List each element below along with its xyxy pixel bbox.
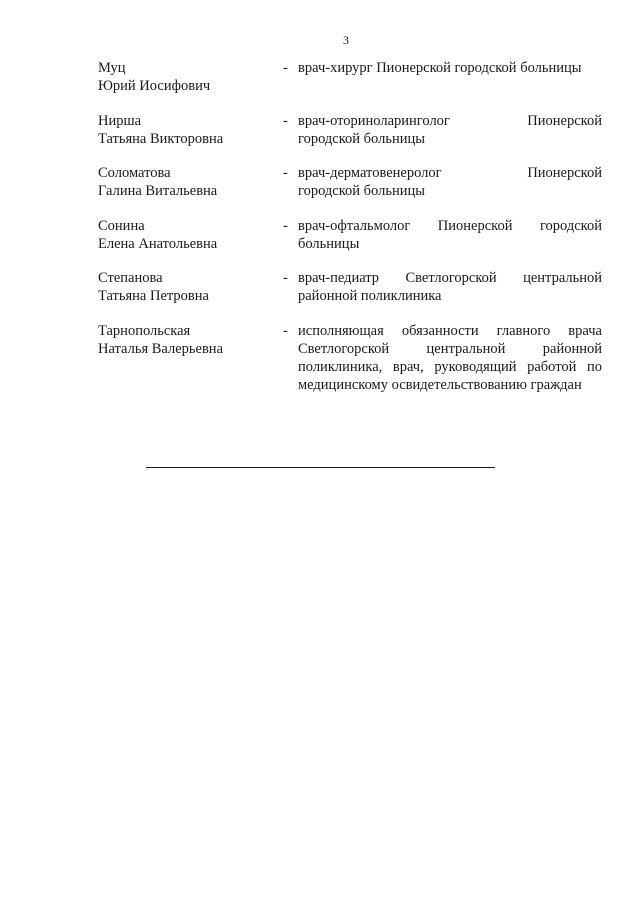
description-line: Светлогорской центральной районной <box>298 341 602 357</box>
description-line: поликлиника, врач, руководящий работой по <box>298 359 602 375</box>
dash: - <box>283 270 288 286</box>
given-names: Галина Витальевна <box>98 183 218 199</box>
description-line: больницы <box>298 236 360 252</box>
description-line: медицинскому освидетельствованию граждан <box>298 377 582 393</box>
given-names: Наталья Валерьевна <box>98 341 223 357</box>
person-name <box>98 59 278 95</box>
position-description <box>298 217 602 253</box>
person-name <box>98 164 278 200</box>
description-line: врач-дерматовенеролог Пионерской <box>298 165 602 181</box>
dash: - <box>283 218 288 234</box>
description-line: городской больницы <box>298 131 425 147</box>
description-line: врач-офтальмолог Пионерской городской <box>298 218 602 234</box>
description-line: исполняющая обязанности главного врача <box>298 323 602 339</box>
surname: Степанова <box>98 270 163 286</box>
person-name <box>98 112 278 148</box>
surname: Соломатова <box>98 165 171 181</box>
description-line: районной поликлиника <box>298 288 442 304</box>
position-description <box>298 112 602 148</box>
page-number: 3 <box>343 33 349 47</box>
person-name <box>98 322 278 358</box>
dash: - <box>283 165 288 181</box>
dash: - <box>283 323 288 339</box>
dash: - <box>283 113 288 129</box>
surname: Сонина <box>98 218 145 234</box>
given-names: Татьяна Викторовна <box>98 131 224 147</box>
person-name <box>98 269 278 305</box>
closing-rule <box>146 467 495 468</box>
description-line: врач-хирург Пионерской городской больницы <box>298 60 582 76</box>
surname: Нирша <box>98 113 142 129</box>
description-line: врач-педиатр Светлогорской центральной <box>298 270 602 286</box>
position-description <box>298 322 602 394</box>
description-line: городской больницы <box>298 183 425 199</box>
description-line: врач-оториноларинголог Пионерской <box>298 113 602 129</box>
given-names: Елена Анатольевна <box>98 236 218 252</box>
person-name <box>98 217 278 253</box>
position-description <box>298 59 602 77</box>
given-names: Юрий Иосифович <box>98 78 211 94</box>
surname: Тарнопольская <box>98 323 191 339</box>
given-names: Татьяна Петровна <box>98 288 209 304</box>
dash: - <box>283 60 288 76</box>
position-description <box>298 164 602 200</box>
position-description <box>298 269 602 305</box>
surname: Муц <box>98 60 126 76</box>
